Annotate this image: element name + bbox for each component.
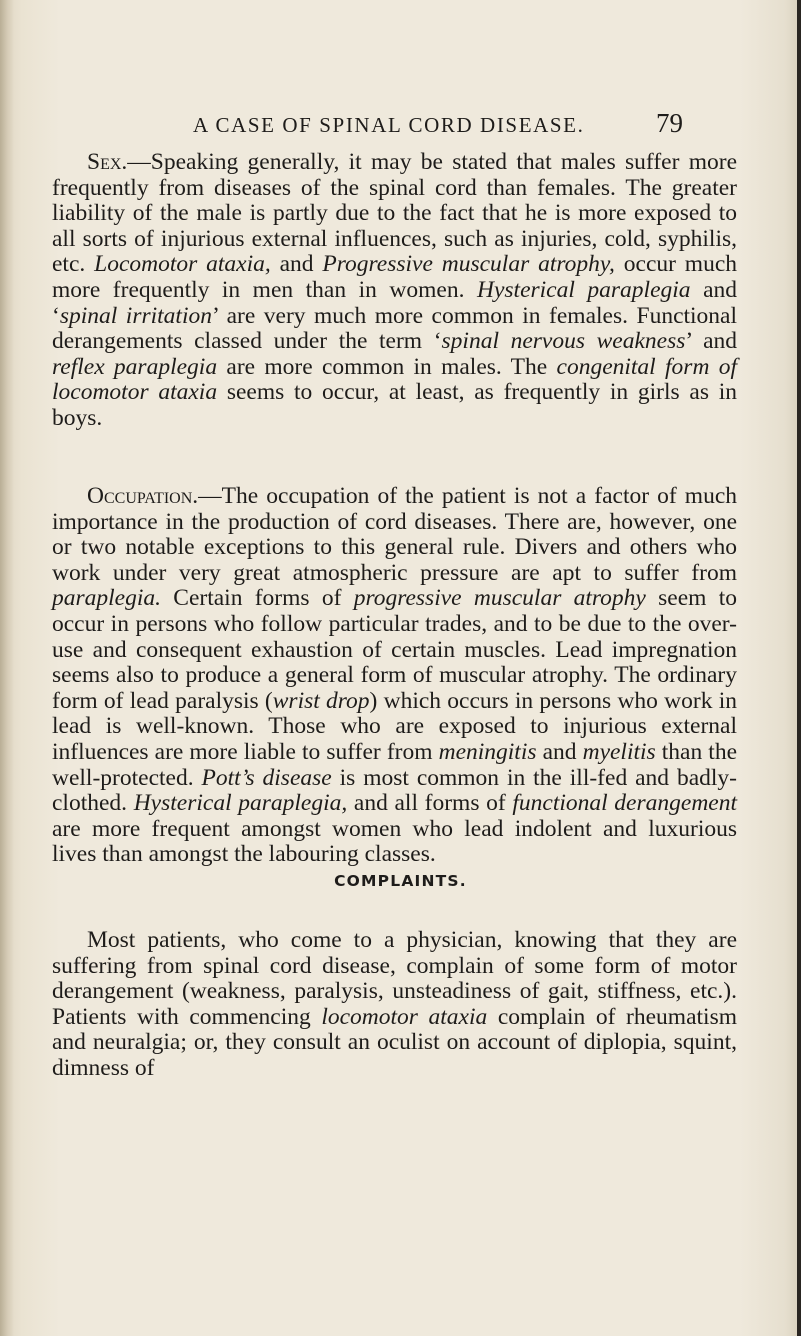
section-heading-complaints: COMPLAINTS. [334,872,467,890]
page-number: 79 [656,108,683,138]
text-run: is most common in the ill-fed and badly-clothed. [52,764,737,817]
running-head: A CASE OF SPINAL CORD DISEASE. [193,113,585,137]
text-run: and [536,738,583,765]
page-gutter-shadow [0,0,14,1336]
italic-term: myelitis [582,738,656,765]
text-run: Most patients, who come to a physician, knowing that they are suffering from spinal cord disease, complain of some form of motor derangement (weakness, paralysis, unsteadiness of gait, stiffness, etc.). Patients with commencing [52,927,737,1030]
italic-term: Locomotor ataxia, [94,251,271,278]
italic-term: meningitis [438,738,537,765]
text-run: are more frequent amongst women who lead indolent and luxurious lives than amongst the labouring classes. [52,815,737,868]
text-run: occur much more frequently in men than in women. [52,251,738,303]
text-run: and ‘ [52,276,737,329]
italic-term: progressive muscular atrophy [353,585,646,612]
italic-term: Progressive muscular atrophy, [322,251,615,278]
paragraph-lead-occupation: Occupation. [87,483,199,509]
text-run: —The occupation of the patient is not a factor of much importance in the production of cord diseases. There are, however, one or two notable exceptions to this general rule. Divers and others who work under very great atmospheric pressure are apt to suffer from [52,483,737,586]
italic-term: reflex paraplegia [52,353,218,380]
italic-term: Hysterical paraplegia, [133,790,348,817]
italic-term: locomotor ataxia [321,1003,488,1030]
italic-term: spinal nervous weakness [441,328,686,355]
italic-term: wrist drop [272,687,370,714]
text-run: complain of rheumatism and neuralgia; or, they consult an oculist on account of diplopia, squint, dimness of [52,1003,737,1081]
italic-term: paraplegia. [52,585,162,612]
paragraph-occupation [52,484,737,868]
text-run: seem to occur in persons who follow particular trades, and to be due to the over-use and consequent exhaustion of certain muscles. Lead impregnation seems also to produce a general form of muscular atrophy. The ordinary form of lead paralysis ( [52,585,737,714]
text-run: and [270,251,323,278]
text-run: ’ are very much more common in females. Functional derangements classed under the term ‘ [52,302,738,355]
text-run: ) which occurs in persons who work in lead is well-known. Those who are exposed to injurious external influences are more liable to suffer from [52,687,737,765]
paragraph-sex [52,150,737,432]
text-run: seems to occur, at least, as frequently in girls as in boys. [52,379,738,431]
italic-term: functional derangement [512,790,737,817]
text-run: —Speaking generally, it may be stated that males suffer more frequently from diseases of the spinal cord than females. The greater liability of the male is partly due to the fact that he is more exposed to all sorts of injurious external influences, such as injuries, cold, syphilis, etc. [52,149,737,278]
text-run: are more common in males. The [217,353,557,380]
text-run: and all forms of [347,790,513,817]
text-run: ’ and [685,328,737,355]
page-header [193,108,683,142]
page-right-edge [797,0,801,1336]
paragraph-lead-sex: Sex. [87,149,128,175]
paragraph-complaints [52,928,737,1082]
text-run: Certain forms of [161,585,354,612]
italic-term: spinal irritation [59,302,212,329]
italic-term: Pott’s disease [201,764,332,791]
text-run: than the well-protected. [52,738,738,791]
italic-term: congenital form of locomotor ataxia [52,353,738,406]
italic-term: Hysterical paraplegia [477,276,691,303]
